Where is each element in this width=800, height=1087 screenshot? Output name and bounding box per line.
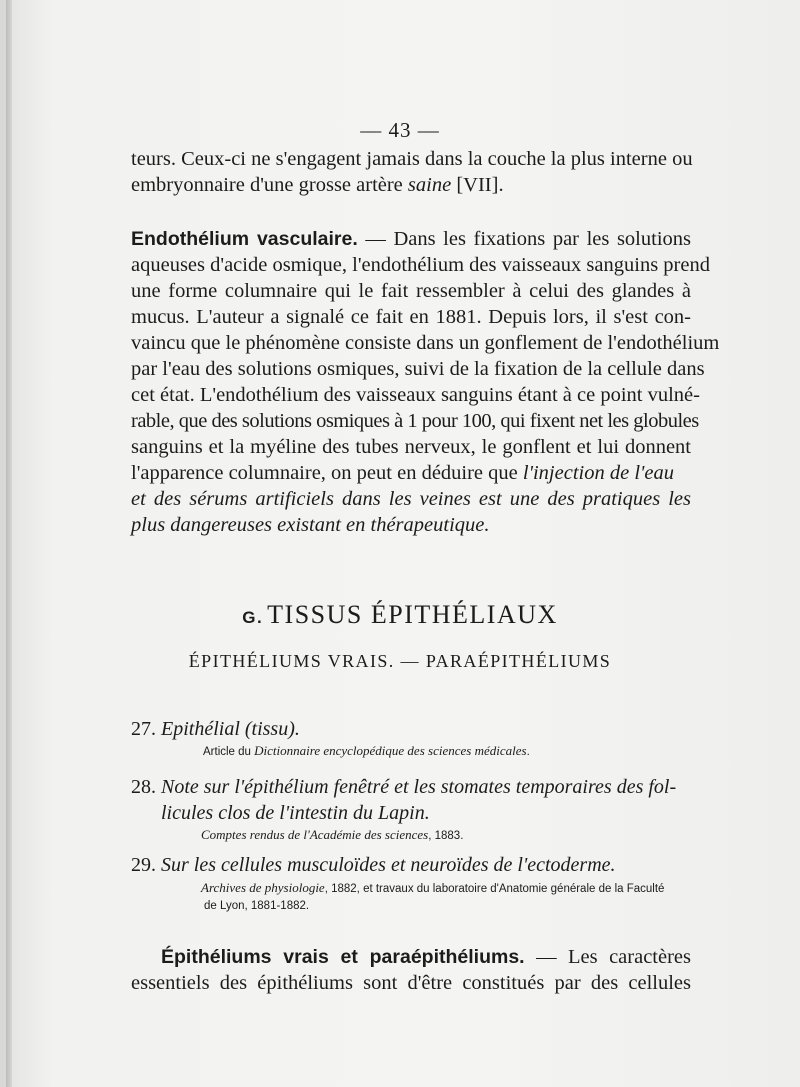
text-line: teurs. Ceux-ci ne s'engagent jamais dans la couche la plus interne ou: [131, 148, 693, 170]
text-line: l'apparence columnaire, on peut en déduire que l'injection de l'eau: [131, 462, 674, 484]
reference-source: Archives de physiologie, 1882, et travaux du laboratoire d'Anatomie générale de la Faculté: [201, 880, 665, 895]
reference-item: 27. Epithélial (tissu).: [131, 718, 300, 740]
text-line: mucus. L'auteur a signalé ce fait en 1881. Depuis lors, il s'est con-: [131, 306, 691, 328]
reference-item: 28. Note sur l'épithélium fenêtré et les stomates temporaires des fol-: [131, 776, 677, 798]
text-line: sanguins et la myéline des tubes nerveux, le gonflent et lui donnent: [131, 436, 691, 458]
text-line: rable, que des solutions osmiques à 1 pour 100, qui fixent net les globules: [131, 410, 699, 432]
reference-source-cont: de Lyon, 1881-1882.: [204, 900, 310, 912]
text-line: Endothélium vasculaire. — Dans les fixations par les solutions: [131, 228, 691, 250]
section-marker: G.: [242, 608, 264, 627]
reference-source: Article du Dictionnaire encyclopédique des sciences médicales.: [203, 743, 530, 758]
page-spine-shadow: [6, 0, 12, 1087]
text-line: une forme columnaire qui le fait ressembler à celui des glandes à: [131, 280, 691, 302]
section-title: G. TISSUS ÉPITHÉLIAUX: [242, 600, 558, 629]
paragraph-heading: Endothélium vasculaire.: [131, 228, 358, 250]
text-line: embryonnaire d'une grosse artère saine [VII].: [131, 174, 504, 196]
paragraph-heading: Épithéliums vrais et paraépithéliums.: [161, 946, 525, 968]
text-line: essentiels des épithéliums sont d'être constitués par des cellules: [131, 972, 691, 994]
section-subtitle: ÉPITHÉLIUMS VRAIS. — PARAÉPITHÉLIUMS: [188, 651, 612, 671]
text-line: aqueuses d'acide osmique, l'endothélium des vaisseaux sanguins prend: [131, 254, 710, 276]
text-line: cet état. L'endothélium des vaisseaux sanguins étant à ce point vulné-: [131, 384, 700, 406]
text-line: et des sérums artificiels dans les veines est une des pratiques les: [131, 488, 691, 510]
text-line: Épithéliums vrais et paraépithéliums. — Les caractères: [161, 946, 691, 968]
reference-title-cont: licules clos de l'intestin du Lapin.: [161, 802, 430, 824]
reference-source: Comptes rendus de l'Académie des sciences, 1883.: [201, 827, 464, 842]
page-number: — 43 —: [360, 118, 440, 142]
text-line: par l'eau des solutions osmiques, suivi de la fixation de la cellule dans: [131, 358, 705, 380]
reference-item: 29. Sur les cellules musculoïdes et neuroïdes de l'ectoderme.: [131, 854, 616, 876]
text-line: vaincu que le phénomène consiste dans un gonflement de l'endothélium: [131, 332, 720, 354]
text-line: plus dangereuses existant en thérapeutique.: [131, 514, 490, 536]
